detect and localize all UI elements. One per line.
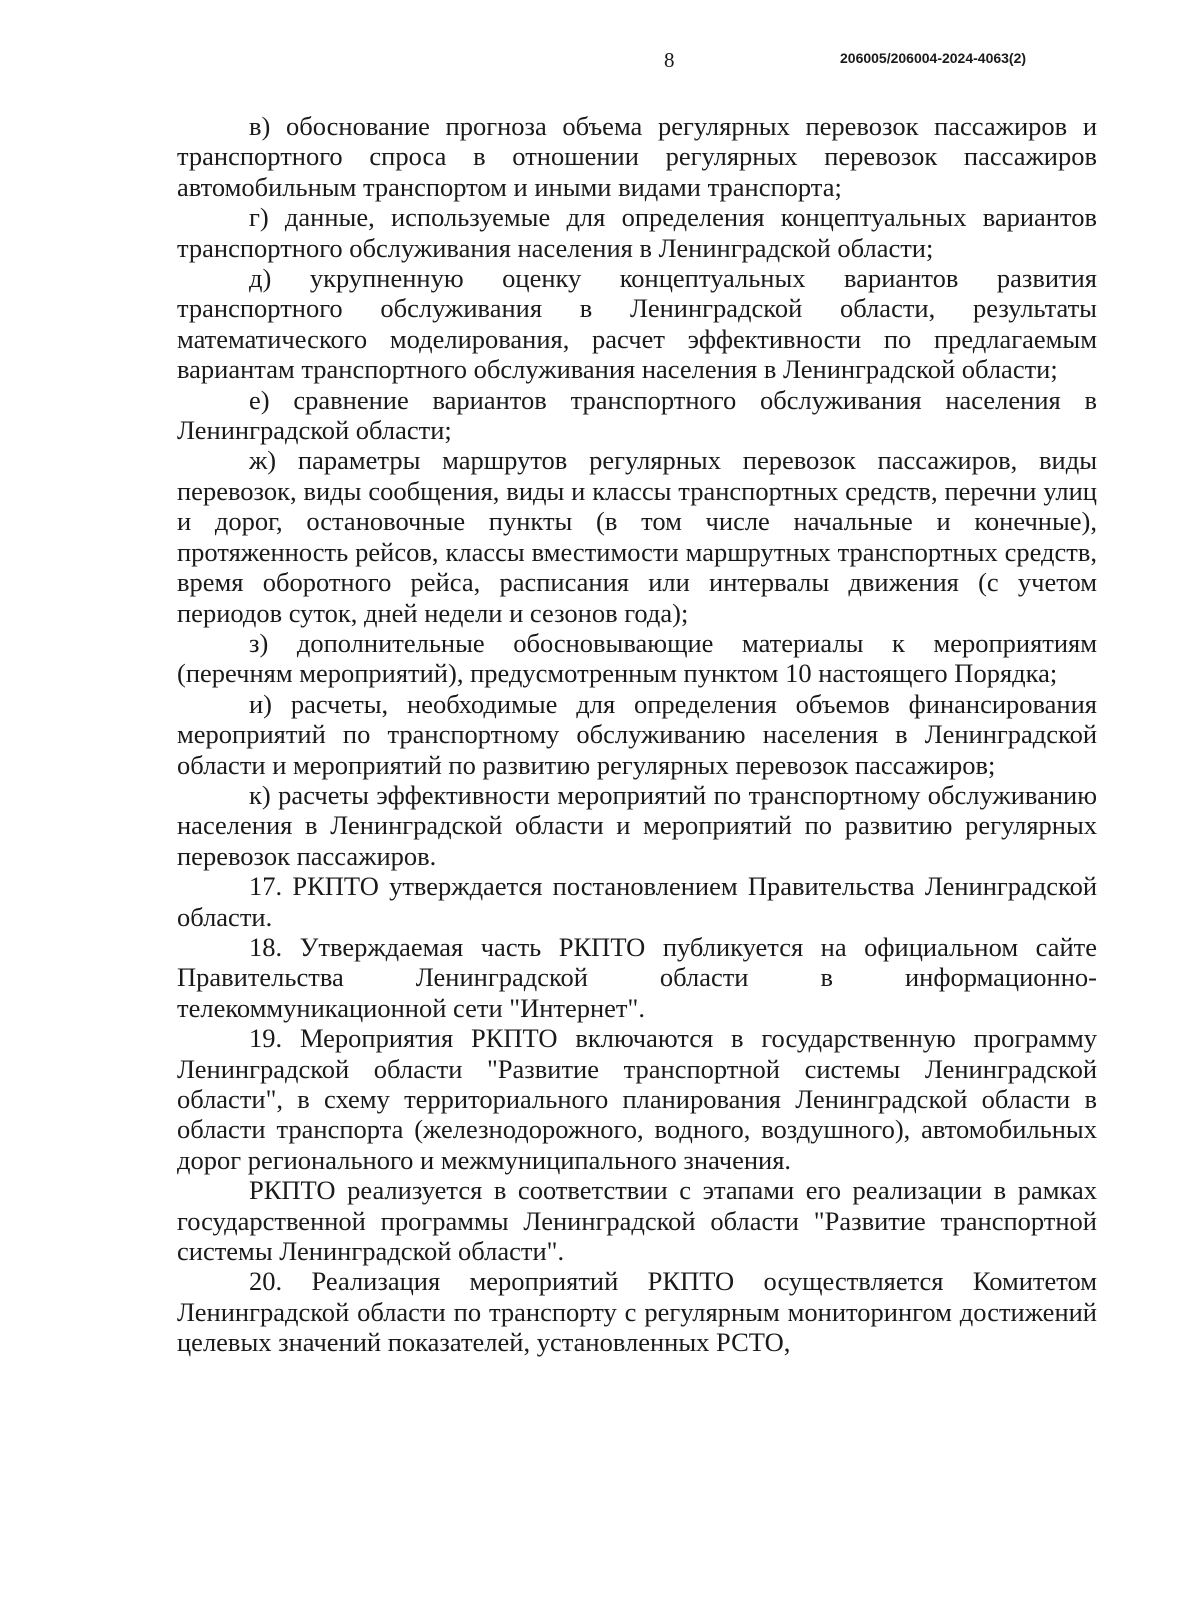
paragraph-e: е) сравнение вариантов транспортного обслуживания населения в Ленинградской области; <box>177 384 1097 446</box>
document-code: 206005/206004-2024-4063(2) <box>840 50 1027 66</box>
paragraph-18: 18. Утверждаемая часть РКПТО публикуется на официальном сайте Правительства Ленинградской области в информационно-телекоммуникационной сети "Интернет". <box>177 931 1097 1023</box>
page-number: 8 <box>664 48 675 72</box>
paragraph-g: г) данные, используемые для определения концептуальных вариантов транспортного обслуживания населения в Ленинградской области; <box>177 202 1097 263</box>
paragraph-i: и) расчеты, необходимые для определения объемов финансирования мероприятий по транспортному обслуживанию населения в Ленинградской области и мероприятий по развитию регулярных перевозок пассажиров; <box>177 688 1097 780</box>
paragraph-k: к) расчеты эффективности мероприятий по транспортному обслуживанию населения в Ленинградской области и мероприятий по развитию регулярных перевозок пассажиров. <box>177 779 1097 871</box>
paragraph-v: в) обоснование прогноза объема регулярных перевозок пассажиров и транспортного спроса в отношении регулярных перевозок пассажиров автомобильным транспортом и иными видами транспорта; <box>177 111 1097 202</box>
document-body <box>177 111 1097 1358</box>
paragraph-17: 17. РКПТО утверждается постановлением Правительства Ленинградской области. <box>177 871 1097 932</box>
paragraph-d: д) укрупненную оценку концептуальных вариантов развития транспортного обслуживания в Ленинградской области, результаты математического моделирования, расчет эффективности по предлагаемым вариантам транспортного обслуживания населения в Ленинградской области; <box>177 263 1097 385</box>
paragraph-zh: ж) параметры маршрутов регулярных перевозок пассажиров, виды перевозок, виды сообщения, виды и классы транспортных средств, перечни улиц и дорог, остановочные пункты (в том числе начальные и конечные), протяженность рейсов, классы вместимости маршрутных транспортных средств, время оборотного рейса, расписания или интервалы движения (с учетом периодов суток, дней недели и сезонов года); <box>177 445 1097 628</box>
paragraph-19: 19. Мероприятия РКПТО включаются в государственную программу Ленинградской области "Развитие транспортной системы Ленинградской области", в схему территориального планирования Ленинградской области в области транспорта (железнодорожного, водного, воздушного), автомобильных дорог регионального и межмуниципального значения. <box>177 1023 1097 1175</box>
paragraph-z: з) дополнительные обосновывающие материалы к мероприятиям (перечням мероприятий), предусмотренным пунктом 10 настоящего Порядка; <box>177 627 1097 689</box>
paragraph-20: 20. Реализация мероприятий РКПТО осуществляется Комитетом Ленинградской области по транспорту с регулярным мониторингом достижений целевых значений показателей, установленных РСТО, <box>177 1266 1097 1358</box>
paragraph-19-implementation: РКПТО реализуется в соответствии с этапами его реализации в рамках государственной программы Ленинградской области "Развитие транспортной системы Ленинградской области". <box>177 1175 1097 1267</box>
